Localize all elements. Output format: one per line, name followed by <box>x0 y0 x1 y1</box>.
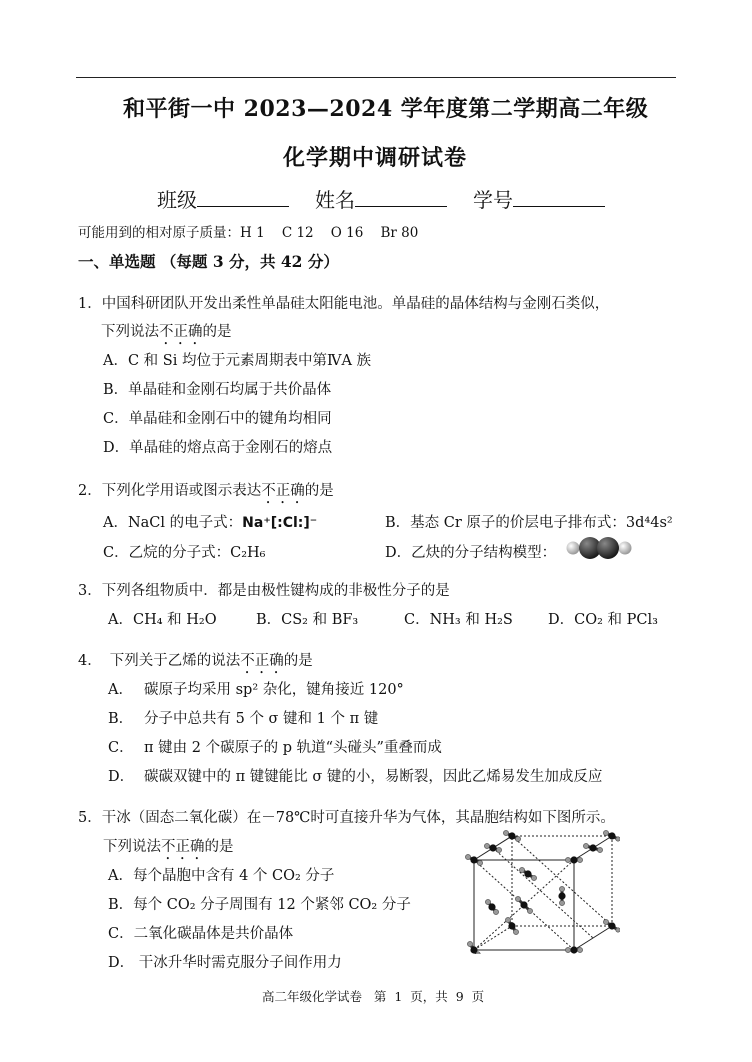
top-rule <box>76 77 676 78</box>
q5-stem-pre: 下列说法 <box>103 839 161 855</box>
q2-option-a <box>103 511 317 532</box>
dry-ice-unit-cell-diagram <box>462 830 620 954</box>
q4-c-text: π 键由 2 个碳原子的 p 轨道“头碰头”重叠而成 <box>144 740 442 756</box>
q1-stem-post: 的是 <box>202 324 232 340</box>
id-label: 学号 <box>473 188 513 212</box>
acetylene-model-icon <box>566 536 632 560</box>
q2-a-lewis-structure: Na⁺[:Cl:]⁻ <box>242 515 318 531</box>
q1-stem-emph: 不正确 <box>159 324 203 340</box>
q4-b-letter: B． <box>108 711 134 727</box>
q4-stem <box>78 649 313 677</box>
q2-stem-pre: 下列化学用语或图示表达 <box>101 483 262 499</box>
q2-stem-post: 的是 <box>304 483 334 499</box>
q3-option-c: C．NH₃ 和 H₂S <box>404 612 513 628</box>
q2-c-label: C．乙烷的分子式： <box>103 545 231 561</box>
q2-option-b <box>385 511 673 532</box>
q4-d-letter: D． <box>108 769 135 785</box>
q4-stem-post: 的是 <box>283 653 313 669</box>
name-label: 姓名 <box>315 188 355 212</box>
q5-option-d: D． 干冰升华时需克服分子间作用力 <box>108 955 342 971</box>
q4-a-letter: A． <box>108 682 133 698</box>
q1-stem-line2 <box>101 320 232 348</box>
q2-b-config: 3d⁴4s² <box>625 515 673 531</box>
q2-b-label: B．基态 Cr 原子的价层电子排布式： <box>385 515 626 531</box>
q4-option-c <box>108 736 442 757</box>
q1-option-a: A．C 和 Si 均位于元素周期表中第ⅣA 族 <box>103 353 372 369</box>
q4-b-text: 分子中总共有 5 个 σ 键和 1 个 π 键 <box>144 711 379 727</box>
q4-number: 4． <box>78 653 102 669</box>
q4-c-letter: C． <box>108 740 134 756</box>
q2-stem-emph: 不正确 <box>261 483 305 499</box>
q3-stem-text: 下列各组物质中．都是由极性键构成的非极性分子的是 <box>101 583 450 599</box>
q2-c-formula: C₂H₆ <box>230 545 266 561</box>
q4-option-b <box>108 707 378 728</box>
page-footer: 高二年级化学试卷 第 1 页，共 9 页 <box>262 989 485 1004</box>
page-title: 和平街一中 2023—2024 学年度第二学期高二年级 <box>123 96 649 122</box>
q2-number: 2． <box>78 483 102 499</box>
q3-option-d: D．CO₂ 和 PCl₃ <box>548 612 658 628</box>
atomic-masses: 可能用到的相对原子质量：H 1 C 12 O 16 Br 80 <box>78 225 419 241</box>
id-field[interactable] <box>513 188 605 207</box>
q5-option-c: C．二氧化碳晶体是共价晶体 <box>108 926 294 942</box>
q4-option-d <box>108 765 602 786</box>
section-heading <box>78 250 339 272</box>
q5-stem-line1 <box>78 806 615 827</box>
q2-option-c <box>103 541 265 562</box>
q3-stem <box>78 579 450 600</box>
q4-a-text: 碳原子均采用 sp² 杂化，键角接近 120° <box>144 682 404 698</box>
q2-a-label: A．NaCl 的电子式： <box>103 515 243 531</box>
q5-stem-post: 的是 <box>204 839 234 855</box>
q3-option-a: A．CH₄ 和 H₂O <box>108 612 217 628</box>
q4-stem-emph: 不正确 <box>240 653 284 669</box>
name-field[interactable] <box>355 188 447 207</box>
q1-number: 1． <box>78 296 102 312</box>
student-info-fields <box>157 184 605 213</box>
q5-stem-text: 干冰（固态二氧化碳）在－78℃时可直接升华为气体，其晶胞结构如下图所示。 <box>101 810 615 826</box>
q4-option-a <box>108 678 404 699</box>
page-subtitle: 化学期中调研试卷 <box>283 145 468 171</box>
q5-number: 5． <box>78 810 102 826</box>
q5-stem-emph: 不正确 <box>161 839 205 855</box>
class-label: 班级 <box>157 188 197 212</box>
q3-number: 3． <box>78 583 102 599</box>
q1-stem-line1 <box>78 292 609 313</box>
q5-stem-line2 <box>103 835 234 863</box>
section-heading-text: 一、单选题 <box>78 252 156 271</box>
q2-d-label: D．乙炔的分子结构模型： <box>385 545 557 561</box>
q4-d-text: 碳碳双键中的 π 键键能比 σ 键的小，易断裂，因此乙烯易发生加成反应 <box>144 769 603 785</box>
q1-option-b: B．单晶硅和金刚石均属于共价晶体 <box>103 382 332 398</box>
q1-option-d: D．单晶硅的熔点高于金刚石的熔点 <box>103 440 333 456</box>
q3-option-b: B．CS₂ 和 BF₃ <box>256 612 359 628</box>
section-heading-note: （每题 3 分，共 42 分） <box>160 252 339 271</box>
q2-stem <box>78 479 334 507</box>
q5-option-b: B．每个 CO₂ 分子周围有 12 个紧邻 CO₂ 分子 <box>108 897 411 913</box>
q1-stem-pre: 下列说法 <box>101 324 159 340</box>
q1-option-c: C．单晶硅和金刚石中的键角均相同 <box>103 411 332 427</box>
q5-option-a: A．每个晶胞中含有 4 个 CO₂ 分子 <box>108 868 335 884</box>
class-field[interactable] <box>197 188 289 207</box>
q1-stem-text: 中国科研团队开发出柔性单晶硅太阳能电池。单晶硅的晶体结构与金刚石类似， <box>101 296 610 312</box>
q4-stem-pre: 下列关于乙烯的说法 <box>109 653 241 669</box>
q2-option-d <box>385 541 556 562</box>
